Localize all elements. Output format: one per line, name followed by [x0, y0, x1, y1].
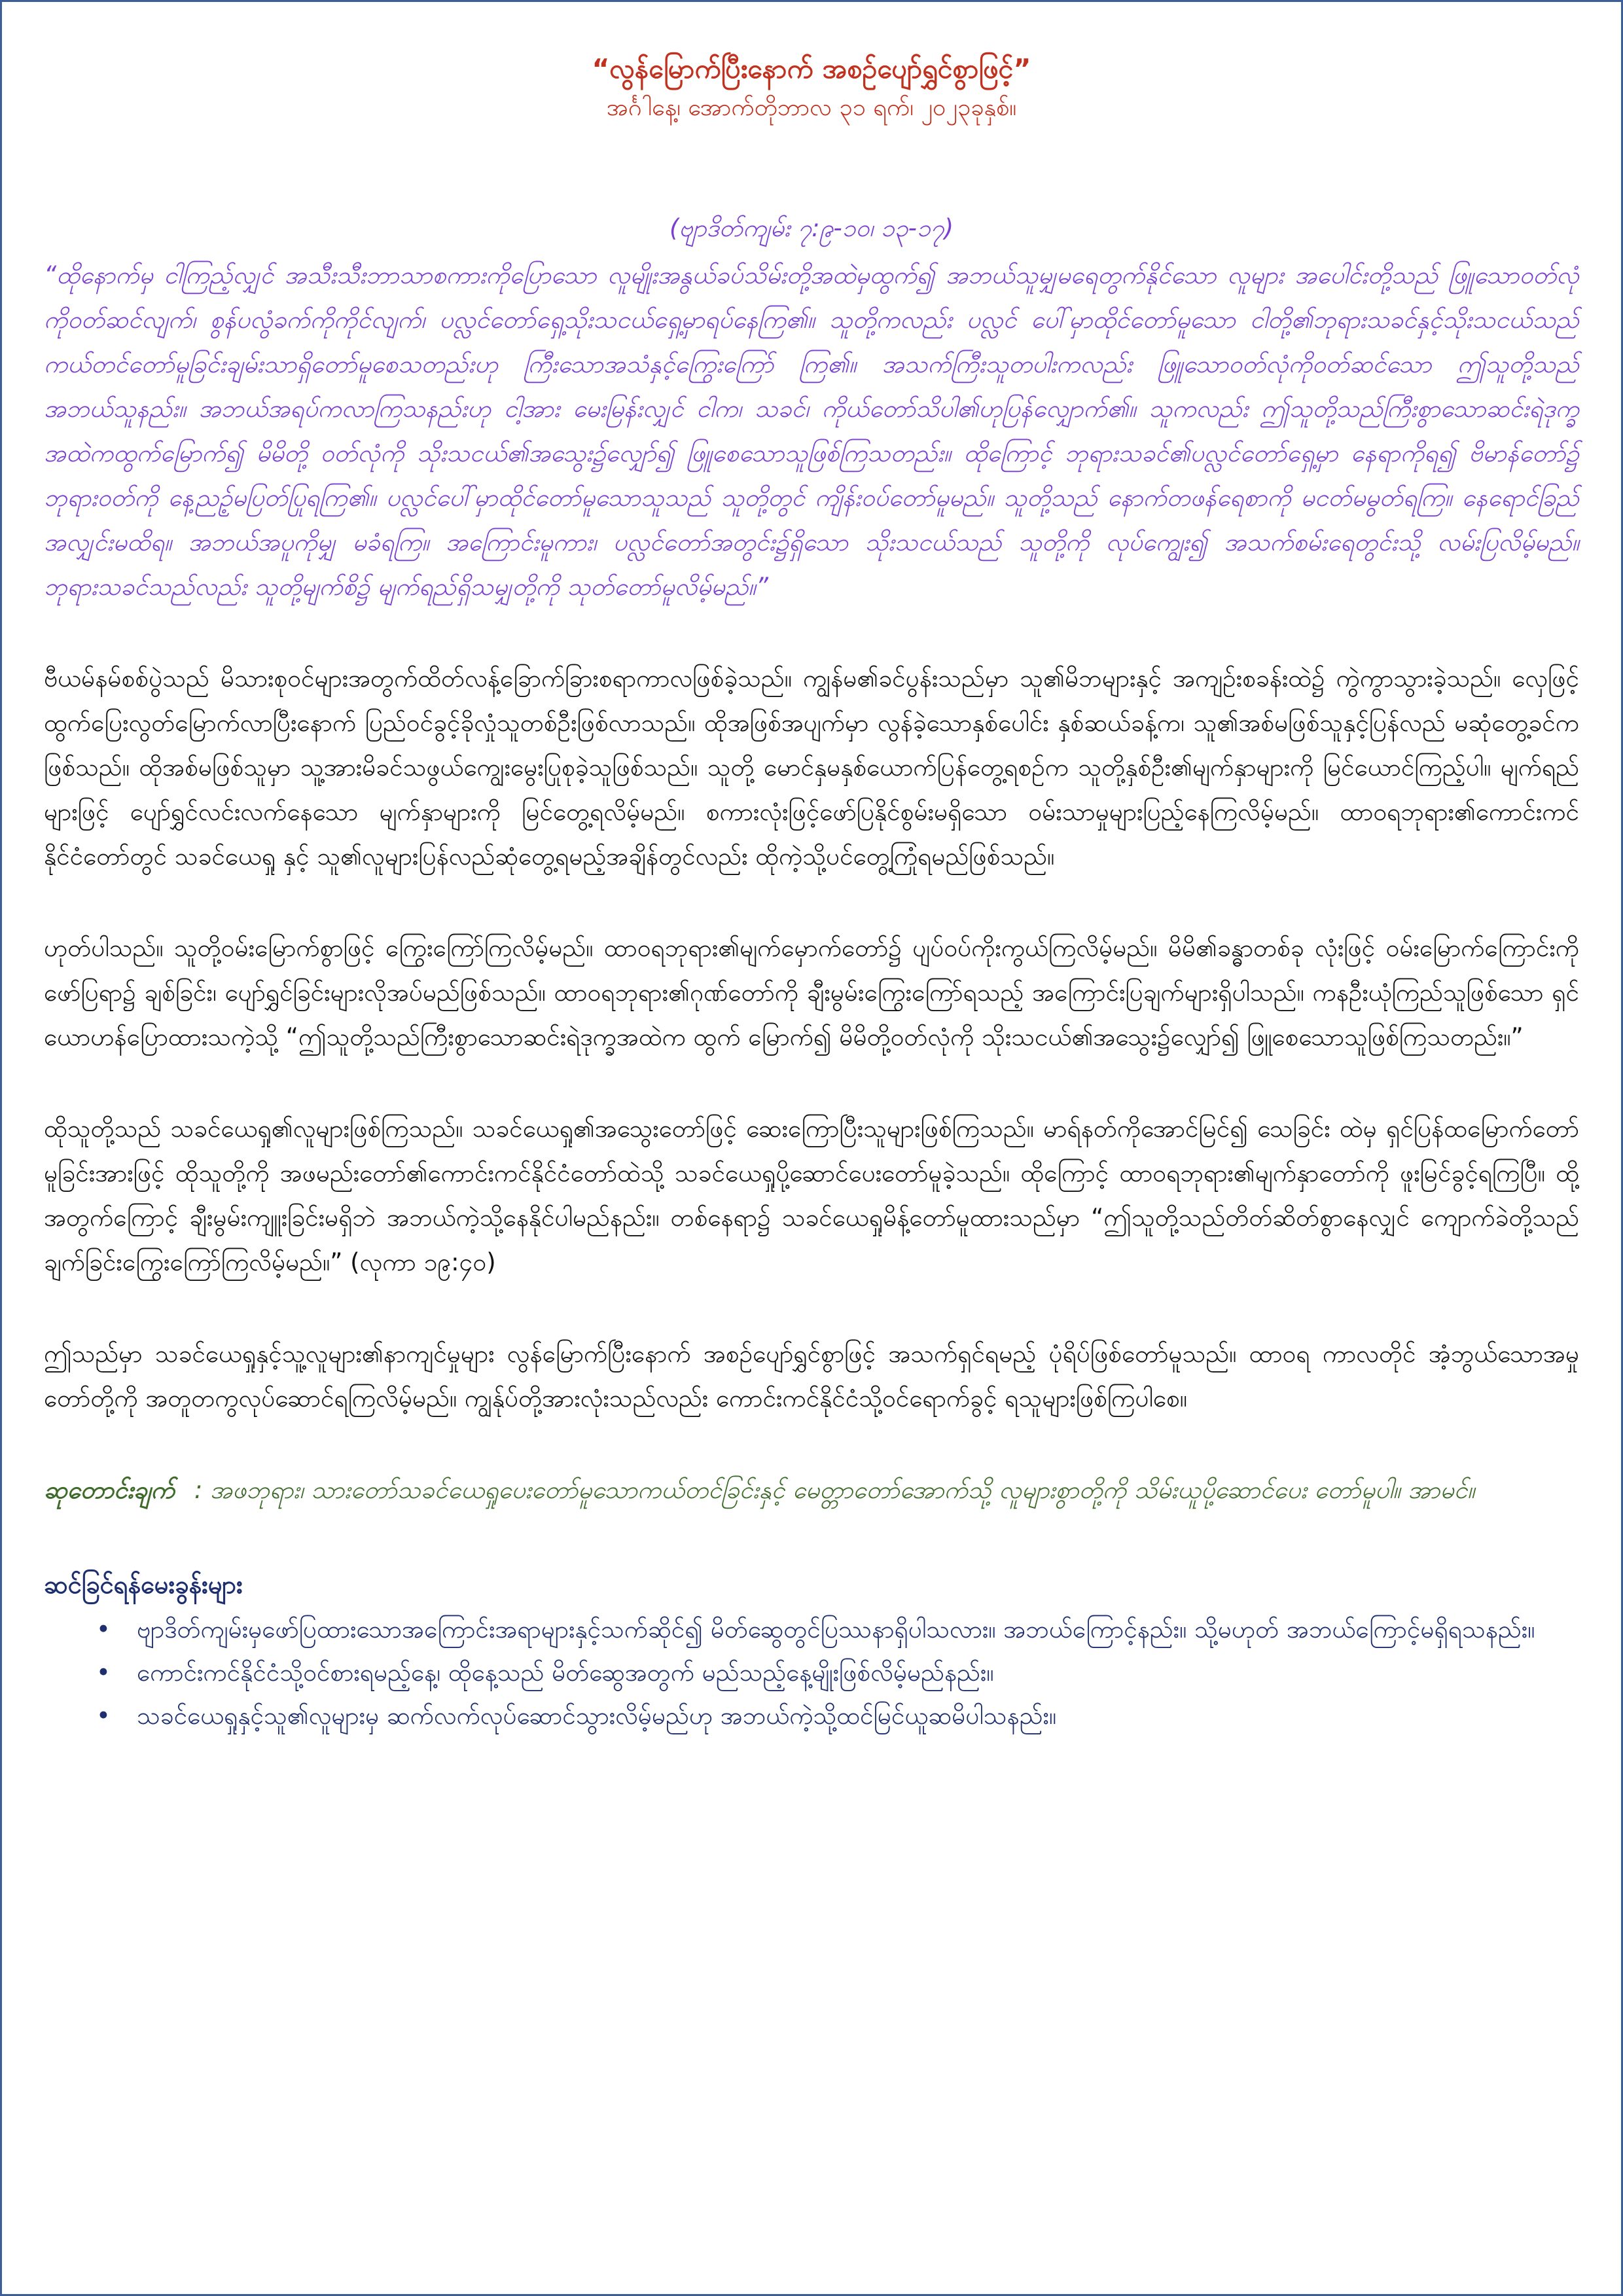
question-item: • ဗျာဒိတ်ကျမ်းမှဖော်ပြထားသောအကြောင်းအရာများနှင့်သက်ဆိုင်၍ မိတ်ဆွေတွင်ပြဿနာရှိပါသလား။ အဘယ်ကြောင့်နည်း။ သို့မဟုတ် အဘယ်ကြောင့်မရှိရသနည်း။ [96, 1608, 1579, 1651]
dateline: အင်္ဂါနေ့၊ အောက်တိုဘာလ ၃၁ ရက်၊ ၂၀၂၃ခုနှစ်။ [606, 94, 1017, 121]
prayer-block [44, 1468, 1579, 1513]
body-paragraph-4: ဤသည်မှာ သခင်ယေရှုနှင့်သူ့လူများ၏နာကျင်မှုများ လွန်မြောက်ပြီးနောက် အစဉ်ပျော်ရွှင်စွာဖြင့် အသက်ရှင်ရမည့် ပုံရိပ်ဖြစ်တော်မူသည်။ ထာဝရ ကာလတိုင် အံ့ဘွယ်သောအမှုတော်တို့ကို အတူတကွလုပ်ဆောင်ရကြလိမ့်မည်။ ကျွန်ုပ်တို့အားလုံးသည်လည်း ကောင်းကင်နိုင်ငံသို့ဝင်ရောက်ခွင့် ရသူများဖြစ်ကြပါစေ။ [44, 1340, 1579, 1412]
body-paragraph-2: ဟုတ်ပါသည်။ သူတို့ဝမ်းမြောက်စွာဖြင့် ကြွေးကြော်ကြလိမ့်မည်။ ထာဝရဘုရား၏မျက်မှောက်တော်၌ ပျပ်ဝပ်ကိုးကွယ်ကြလိမ့်မည်။ မိမိ၏ခန္ဓာတစ်ခု လုံးဖြင့် ဝမ်းမြောက်ကြောင်းကိုဖော်ပြရာ၌ ချစ်ခြင်း၊ ပျော်ရွှင်ခြင်းများလိုအပ်မည်ဖြစ်သည်။ ထာဝရဘုရား၏ဂုဏ်တော်ကို ချီးမွမ်းကြွေးကြော်ရသည့် အကြောင်းပြချက်များရှိပါသည်။ ကနဦးယုံကြည်သူဖြစ်သော ရှင်ယောဟန်ပြောထားသကဲ့သို့ “ဤသူတို့သည်ကြီးစွာသောဆင်းရဲဒုက္ခအထဲက ထွက် မြောက်၍ မိမိတို့ဝတ်လုံကို သိုးသငယ်၏အသွေး၌လျှော်၍ ဖြူစေသောသူဖြစ်ကြသတည်း။” [44, 934, 1579, 1051]
scripture-block [44, 206, 1579, 609]
questions-heading: ဆင်ခြင်ရန်မေးခွန်းများ [44, 1570, 243, 1599]
questions-list [44, 1608, 1579, 1738]
body-paragraph-3: ထိုသူတို့သည် သခင်ယေရှု၏လူများဖြစ်ကြသည်။ သခင်ယေရှု၏အသွေးတော်ဖြင့် ဆေးကြောပြီးသူများဖြစ်ကြသည်။ မာရ်နတ်ကိုအောင်မြင်၍ သေခြင်း ထဲမှ ရှင်ပြန်ထမြောက်တော်မူခြင်းအားဖြင့် ထိုသူတို့ကို အဖမည်းတော်၏ကောင်းကင်နိုင်ငံတော်ထဲသို့ သခင်ယေရှုပို့ဆောင်ပေးတော်မူခဲ့သည်။ ထိုကြောင့် ထာဝရဘုရား၏မျက်နှာတော်ကို ဖူးမြင်ခွင့်ရကြပြီ။ ထို့အတွက်ကြောင့် ချီးမွမ်းကျူးခြင်းမရှိဘဲ အဘယ်ကဲ့သို့နေနိုင်ပါမည်နည်း။ တစ်နေရာ၌ သခင်ယေရှုမိန့်တော်မူထားသည်မှာ “ဤသူတို့သည်တိတ်ဆိတ်စွာနေလျှင် ကျောက်ခဲတို့သည် ချက်ခြင်းကြွေးကြော်ကြလိမ့်မည်။” (လုကာ ၁၉:၄၀) [44, 1115, 1579, 1276]
question-item: • သခင်ယေရှုနှင့်သူ၏လူများမှ ဆက်လက်လုပ်ဆောင်သွားလိမ့်မည်ဟု အဘယ်ကဲ့သို့ထင်မြင်ယူဆမိပါသနည်း။ [96, 1695, 1579, 1738]
prayer-text: : အဖဘုရား၊ သားတော်သခင်ယေရှုပေးတော်မူသောကယ်တင်ခြင်းနှင့် မေတ္တာတော်အောက်သို့ လူများစွာတို့ကို သိမ်းယူပို့ဆောင်ပေး တော်မူပါ။ အာမင်။ [194, 1476, 1475, 1504]
prayer-label: ဆုတောင်းချက် [44, 1476, 175, 1504]
question-item: • ကောင်းကင်နိုင်ငံသို့ဝင်စားရမည့်နေ့၊ ထိုနေ့သည် မိတ်ဆွေအတွက် မည်သည့်နေ့မျိုးဖြစ်လိမ့်မည်နည်း။ [96, 1651, 1579, 1695]
scripture-text: “ထိုနောက်မှ ငါကြည့်လျှင် အသီးသီးဘာသာစကားကိုပြောသော လူမျိုးအနွယ်ခပ်သိမ်းတို့အထဲမှထွက်၍ အဘယ်သူမျှမရေတွက်နိုင်သော လူများ အပေါင်းတို့သည် ဖြူသောဝတ်လုံကိုဝတ်ဆင်လျက်၊ စွန်ပလွံခက်ကိုကိုင်လျက်၊ ပလ္လင်တော်ရှေ့သိုးသငယ်ရှေ့မှာရပ်နေကြ၏။ သူတို့ကလည်း ပလ္လင် ပေါ်မှာထိုင်တော်မူသော ငါတို့၏ဘုရားသခင်နှင့်သိုးသငယ်သည် ကယ်တင်တော်မူခြင်းချမ်းသာရှိတော်မူစေသတည်းဟု ကြီးသောအသံနှင့်ကြွေးကြော် ကြ၏။ အသက်ကြီးသူတပါးကလည်း ဖြူသောဝတ်လုံကိုဝတ်ဆင်သော ဤသူတို့သည် အဘယ်သူနည်း။ အဘယ်အရပ်ကလာကြသနည်းဟု ငါ့အား မေးမြန်းလျှင် ငါက၊ သခင်၊ ကိုယ်တော်သိပါ၏ဟုပြန်လျှောက်၏။ သူကလည်း ဤသူတို့သည်ကြီးစွာသောဆင်းရဲဒုက္ခအထဲကထွက်မြောက်၍ မိမိတို့ ဝတ်လုံကို သိုးသငယ်၏အသွေး၌လျှော်၍ ဖြူစေသောသူဖြစ်ကြသတည်း။ ထိုကြောင့် ဘုရားသခင်၏ပလ္လင်တော်ရှေ့မှာ နေရာကိုရ၍ ဗိမာန်တော်၌ ဘုရားဝတ်ကို နေ့ညဉ့်မပြတ်ပြုရကြ၏။ ပလ္လင်ပေါ်မှာထိုင်တော်မူသောသူသည် သူတို့တွင် ကျိန်းဝပ်တော်မူမည်။ သူတို့သည် နောက်တဖန်ရေစာကို မငတ်မမွတ်ရကြ။ နေရောင်ခြည်အလျှင်းမထိရ။ အဘယ်အပူကိုမျှ မခံရကြ။ အကြောင်းမူကား၊ ပလ္လင်တော်အတွင်း၌ရှိသော သိုးသငယ်သည် သူတို့ကို လုပ်ကျွေး၍ အသက်စမ်းရေတွင်းသို့ လမ်းပြလိမ့်မည်။ ဘုရားသခင်သည်လည်း သူတို့မျက်စိ၌ မျက်ရည်ရှိသမျှတို့ကို သုတ်တော်မူလိမ့်မည်။” [44, 261, 1579, 601]
page-title: “လွန်မြောက်ပြီးနောက် အစဉ်ပျော်ရွှင်စွာဖြင့်” [592, 53, 1031, 84]
body-paragraph-1: ဗီယမ်နမ်စစ်ပွဲသည် မိသားစုဝင်များအတွက်ထိတ်လန့်ခြောက်ခြားစရာကာလဖြစ်ခဲ့သည်။ ကျွန်မ၏ခင်ပွန်းသည်မှာ သူ၏မိဘများနှင့် အကျဉ်းစခန်းထဲ၌ ကွဲကွာသွားခဲ့သည်။ လှေဖြင့်ထွက်ပြေးလွတ်မြောက်လာပြီးနောက် ပြည်ဝင်ခွင့်ခိုလှုံသူတစ်ဦးဖြစ်လာသည်။ ထိုအဖြစ်အပျက်မှာ လွန်ခဲ့သောနှစ်ပေါင်း နှစ်ဆယ်ခန့်က၊ သူ၏အစ်မဖြစ်သူနှင့်ပြန်လည် မဆုံတွေ့ခင်ကဖြစ်သည်။ ထိုအစ်မဖြစ်သူမှာ သူ့အားမိခင်သဖွယ်ကျွေးမွေးပြုစုခဲ့သူဖြစ်သည်။ သူတို့ မောင်နှမနှစ်ယောက်ပြန်တွေ့ရစဉ်က သူတို့နှစ်ဦး၏မျက်နှာများကို မြင်ယောင်ကြည့်ပါ။ မျက်ရည်များဖြင့် ပျော်ရွှင်လင်းလက်နေသော မျက်နှာများကို မြင်တွေ့ရလိမ့်မည်။ စကားလုံးဖြင့်ဖော်ပြနိုင်စွမ်းမရှိသော ဝမ်းသာမှုများပြည့်နေကြလိမ့်မည်။ ထာဝရဘုရား၏ကောင်းကင်နိုင်ငံတော်တွင် သခင်ယေရှု နှင့် သူ၏လူများပြန်လည်ဆုံတွေ့ရမည့်အချိန်တွင်လည်း ထိုကဲ့သို့ပင်တွေ့ကြုံရမည်ဖြစ်သည်။ [44, 664, 1579, 870]
reflection-questions [44, 1565, 1579, 1738]
scripture-reference: (ဗျာဒိတ်ကျမ်း ၇:၉-၁၀၊ ၁၃-၁၇) [669, 214, 954, 242]
header [44, 49, 1579, 128]
